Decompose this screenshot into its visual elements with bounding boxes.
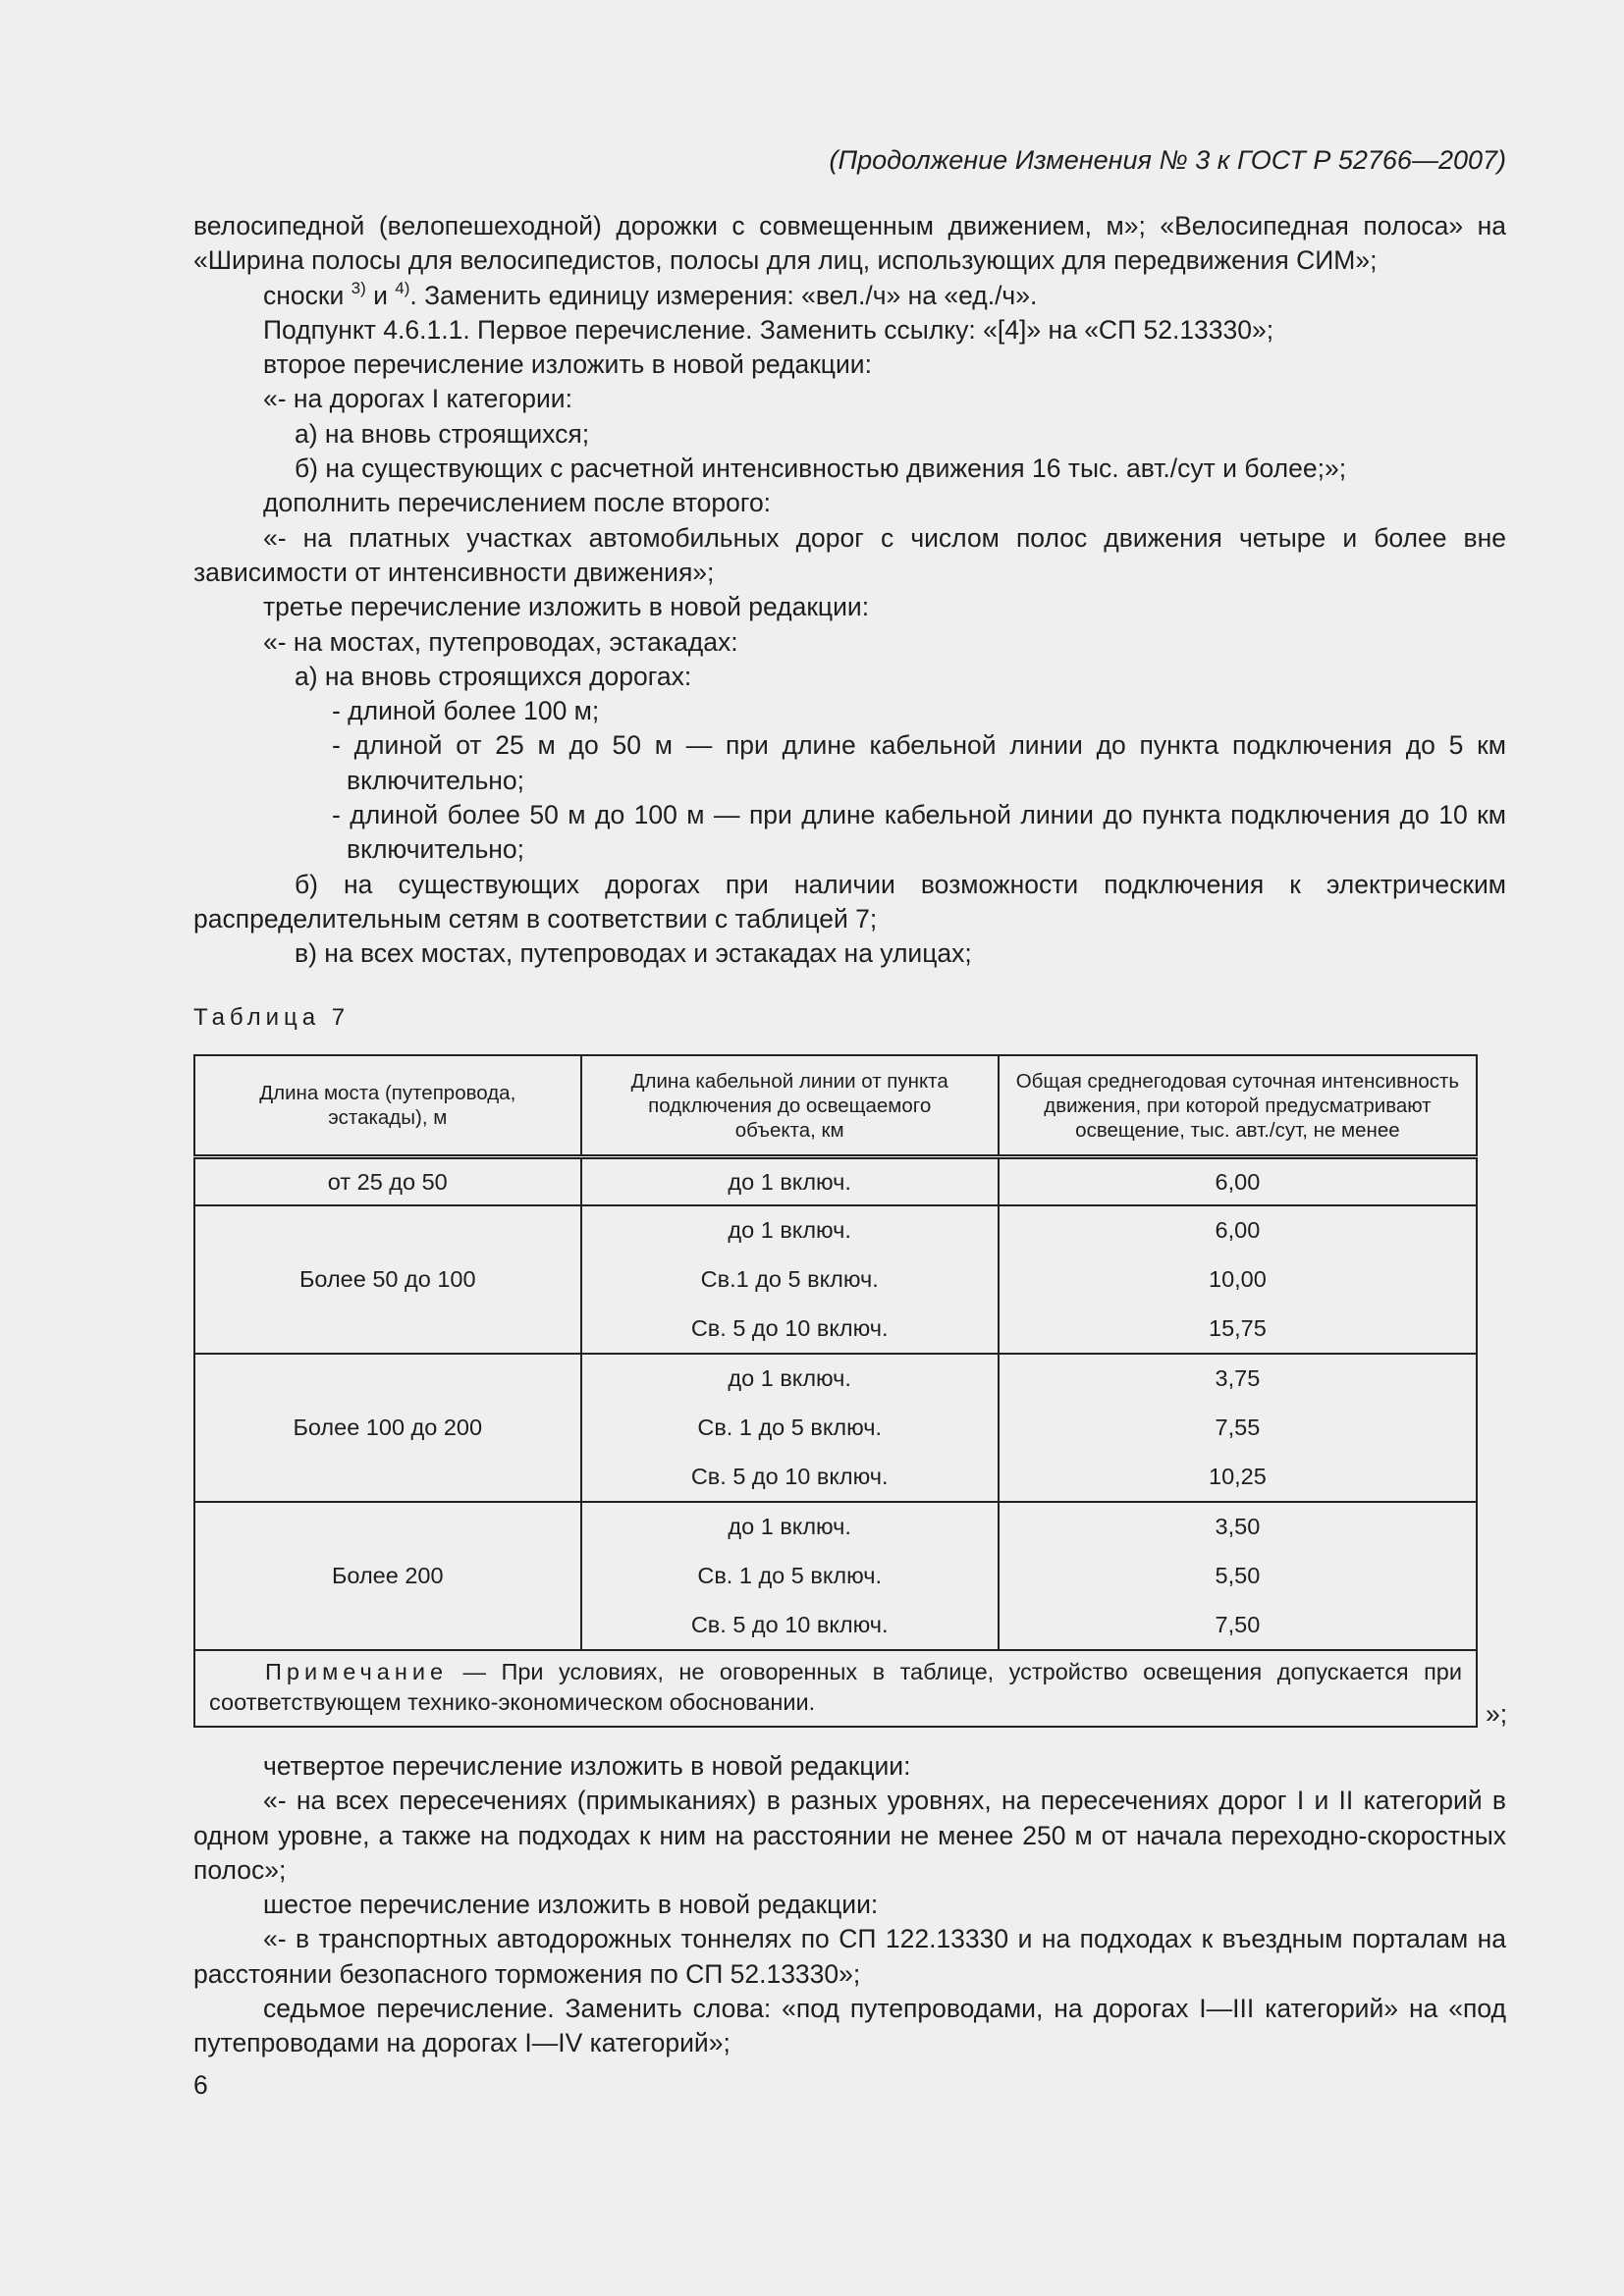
- paragraph: «- на дорогах I категории:: [263, 384, 572, 414]
- table-row: [194, 1205, 1477, 1255]
- cable-cell: Св. 5 до 10 включ.: [581, 1452, 999, 1502]
- table-header-row: [194, 1055, 1477, 1157]
- paragraph: третье перечисление изложить в новой редакции:: [263, 592, 870, 622]
- value-cell: 6,00: [999, 1205, 1477, 1255]
- value-cell: 3,75: [999, 1354, 1477, 1404]
- paragraph-footnotes: [193, 279, 1506, 313]
- list-item: б) на существующих с расчетной интенсивностью движения 16 тыс. авт./сут и более;»;: [295, 454, 1347, 484]
- list-item: б) на существующих дорогах при наличии возможности подключения к электрическим распределительным сетям в соответствии с таблицей 7;: [193, 869, 1506, 934]
- closing-quote: »;: [1486, 1699, 1508, 1729]
- paragraph: «- на мостах, путепроводах, эстакадах:: [263, 626, 738, 657]
- footnote-ref: 4): [395, 278, 410, 297]
- cable-cell: Св.1 до 5 включ.: [581, 1255, 999, 1305]
- paragraph: шестое перечисление изложить в новой редакции:: [263, 1890, 879, 1920]
- list-item: а) на вновь строящихся дорогах:: [295, 661, 692, 691]
- value-cell: 3,50: [999, 1502, 1477, 1552]
- table-row: [194, 1157, 1477, 1206]
- note-label: Примечание: [265, 1659, 449, 1685]
- table-note-row: [194, 1650, 1477, 1727]
- table-note: [194, 1650, 1477, 1727]
- paragraph: Подпункт 4.6.1.1. Первое перечисление. Заменить ссылку: «[4]» на «СП 52.13330»;: [263, 314, 1274, 345]
- cable-cell: до 1 включ.: [581, 1157, 999, 1206]
- body-text-top: [193, 209, 1506, 972]
- value-cell: 7,50: [999, 1601, 1477, 1651]
- cable-cell: Св. 5 до 10 включ.: [581, 1304, 999, 1354]
- value-cell: 7,55: [999, 1404, 1477, 1453]
- page-number: 6: [193, 2070, 208, 2100]
- value-cell: 5,50: [999, 1552, 1477, 1601]
- paragraph: велосипедной (велопешеходной) дорожки с совмещенным движением, м»; «Велосипедная полоса» на «Ширина полосы для велосипедистов, полосы для лиц, использующих для передвижения СИМ»;: [193, 211, 1506, 276]
- header-cell: Длина моста (путепровода, эстакады), м: [194, 1055, 581, 1157]
- table-row: [194, 1354, 1477, 1404]
- note-text: — При условиях, не оговоренных в таблице, устройство освещения допускается при соответствующем технико-экономическом обосновании.: [209, 1659, 1462, 1716]
- list-item: а) на вновь строящихся;: [295, 418, 590, 449]
- list-item: в) на всех мостах, путепроводах и эстакадах на улицах;: [295, 938, 972, 969]
- paragraph: «- в транспортных автодорожных тоннелях по СП 122.13330 и на подходах к въездным порталам на расстоянии безопасного торможения по СП 52.13330»;: [193, 1924, 1506, 1989]
- paragraph: второе перечисление изложить в новой редакции:: [263, 349, 872, 380]
- value-cell: 10,25: [999, 1452, 1477, 1502]
- table-row: [194, 1502, 1477, 1552]
- value-cell: 6,00: [999, 1157, 1477, 1206]
- list-item: - длиной от 25 м до 50 м — при длине кабельной линии до пункта подключения до 5 км включительно;: [332, 730, 1506, 795]
- header-cell: Длина кабельной линии от пункта подключения до освещаемого объекта, км: [581, 1055, 999, 1157]
- text-span: . Заменить единицу измерения: «вел./ч» на «ед./ч».: [409, 280, 1038, 310]
- paragraph: дополнить перечислением после второго:: [263, 488, 772, 518]
- length-cell: Более 200: [194, 1502, 581, 1650]
- cable-cell: до 1 включ.: [581, 1205, 999, 1255]
- table-7: [193, 1054, 1478, 1728]
- list-item: - длиной более 50 м до 100 м — при длине кабельной линии до пункта подключения до 10 км включительно;: [332, 800, 1506, 865]
- cable-cell: Св. 1 до 5 включ.: [581, 1552, 999, 1601]
- text-span: сноски: [263, 280, 352, 310]
- body-text-bottom: [193, 1749, 1506, 2061]
- paragraph: «- на всех пересечениях (примыканиях) в разных уровнях, на пересечениях дорог I и II категорий в одном уровне, а также на подходах к ним на расстоянии не менее 250 м от начала переходно-скоростных полос»;: [193, 1786, 1506, 1885]
- table-caption: Таблица 7: [193, 1004, 351, 1031]
- cable-cell: до 1 включ.: [581, 1354, 999, 1404]
- paragraph: «- на платных участках автомобильных дорог с числом полос движения четыре и более вне зависимости от интенсивности движения»;: [193, 522, 1506, 587]
- value-cell: 10,00: [999, 1255, 1477, 1305]
- cable-cell: Св. 1 до 5 включ.: [581, 1404, 999, 1453]
- cable-cell: до 1 включ.: [581, 1502, 999, 1552]
- header-cell: Общая среднегодовая суточная интенсивность движения, при которой предусматривают освещение, тыс. авт./сут, не менее: [999, 1055, 1477, 1157]
- paragraph: четвертое перечисление изложить в новой редакции:: [263, 1751, 911, 1781]
- length-cell: Более 100 до 200: [194, 1354, 581, 1502]
- list-item: - длиной более 100 м;: [332, 696, 600, 726]
- length-cell: от 25 до 50: [194, 1157, 581, 1206]
- footnote-ref: 3): [351, 278, 366, 297]
- length-cell: Более 50 до 100: [194, 1205, 581, 1354]
- paragraph: седьмое перечисление. Заменить слова: «под путепроводами, на дорогах I—III категорий» на «под путепроводами на дорогах I—IV категорий»;: [193, 1994, 1506, 2058]
- value-cell: 15,75: [999, 1304, 1477, 1354]
- running-header: (Продолжение Изменения № 3 к ГОСТ Р 52766—2007): [829, 145, 1506, 175]
- cable-cell: Св. 5 до 10 включ.: [581, 1601, 999, 1651]
- text-span: и: [365, 280, 396, 310]
